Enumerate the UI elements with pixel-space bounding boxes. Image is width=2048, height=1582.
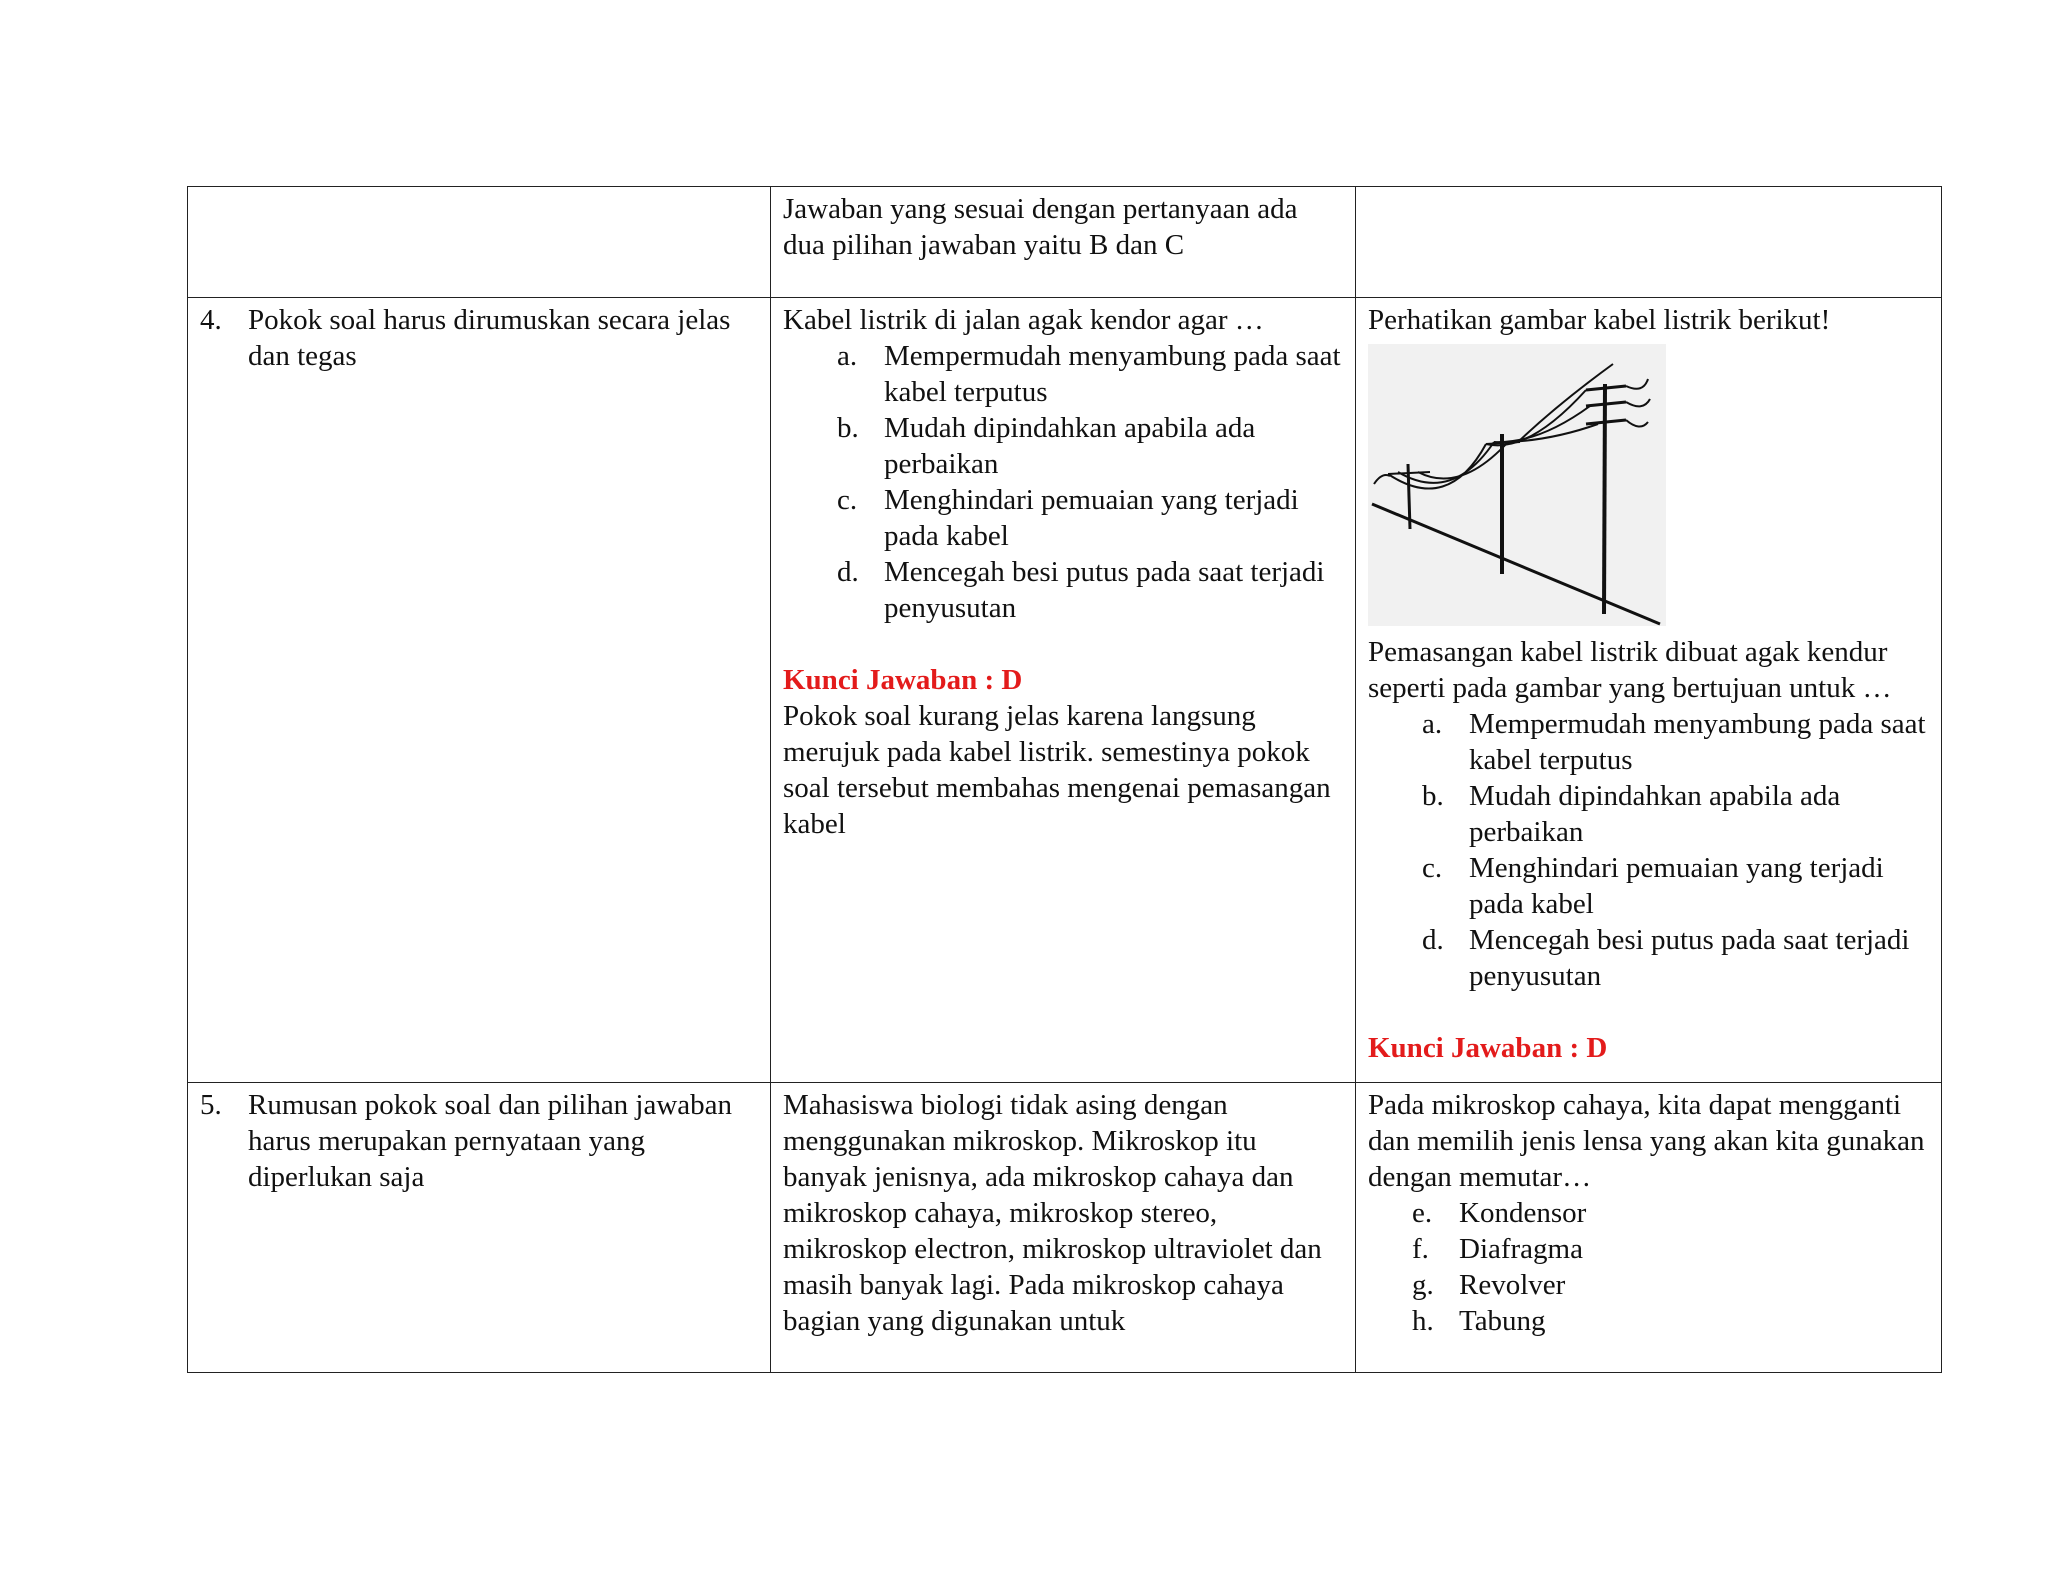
- table-row-continuation: [188, 187, 1942, 298]
- table-row-4: [188, 298, 1942, 1083]
- option-item: e. Kondensor: [1412, 1197, 1587, 1229]
- good-question: Pemasangan kabel listrik dibuat agak kendur seperti pada gambar yang bertujuan untuk …: [1368, 636, 1892, 704]
- explanation-text: Pokok soal kurang jelas karena langsung merujuk pada kabel listrik. semestinya pokok soal tersebut membahas mengenai pemasangan kabel: [783, 700, 1331, 840]
- row-number: 5.: [200, 1089, 222, 1121]
- option-item: b. Mudah dipindahkan apabila ada perbaikan: [837, 412, 1256, 480]
- cell-bad-example: [771, 187, 1356, 298]
- good-intro: Perhatikan gambar kabel listrik berikut!: [1368, 304, 1831, 336]
- bad-question: Kabel listrik di jalan agak kendor agar …: [783, 304, 1264, 336]
- option-item: a. Mempermudah menyambung pada saat kabel terputus: [837, 340, 1341, 408]
- cell-good-example-5: [1356, 1083, 1942, 1373]
- option-item: h. Tabung: [1412, 1305, 1546, 1337]
- cell-bad-example-4: [771, 298, 1356, 1083]
- option-item: d. Mencegah besi putus pada saat terjadi penyusutan: [1422, 924, 1910, 992]
- cell-good-example-empty: [1356, 187, 1942, 298]
- cell-rule-5: [188, 1083, 771, 1373]
- good-options-list: [1368, 706, 1929, 994]
- rule-text: Rumusan pokok soal dan pilihan jawaban harus merupakan pernyataan yang diperlukan saja: [248, 1089, 733, 1193]
- cell-rule-4: [188, 298, 771, 1083]
- option-item: g. Revolver: [1412, 1269, 1566, 1301]
- rule-text: Pokok soal harus dirumuskan secara jelas dan tegas: [248, 304, 731, 372]
- option-item: a. Mempermudah menyambung pada saat kabel terputus: [1422, 708, 1926, 776]
- option-item: f. Diafragma: [1412, 1233, 1583, 1265]
- option-item: c. Menghindari pemuaian yang terjadi pada kabel: [837, 484, 1299, 552]
- power-lines-illustration-icon: [1368, 344, 1666, 626]
- criteria-table: [187, 186, 1942, 1373]
- bad-question: Mahasiswa biologi tidak asing dengan menggunakan mikroskop. Mikroskop itu banyak jenisnya, ada mikroskop cahaya dan mikroskop cahaya, mikroskop stereo, mikroskop electron, mikroskop ultraviolet dan masih banyak lagi. Pada mikroskop cahaya bagian yang digunakan untuk: [783, 1089, 1322, 1337]
- cell-bad-example-5: [771, 1083, 1356, 1373]
- answer-key: Kunci Jawaban : D: [1368, 1032, 1608, 1064]
- option-item: b. Mudah dipindahkan apabila ada perbaikan: [1422, 780, 1841, 848]
- continuation-text: Jawaban yang sesuai dengan pertanyaan ada dua pilihan jawaban yaitu B dan C: [783, 193, 1298, 261]
- row-number: 4.: [200, 304, 222, 336]
- option-item: d. Mencegah besi putus pada saat terjadi penyusutan: [837, 556, 1325, 624]
- good-options-list: [1368, 1195, 1929, 1339]
- table-row-5: [188, 1083, 1942, 1373]
- option-item: c. Menghindari pemuaian yang terjadi pada kabel: [1422, 852, 1884, 920]
- answer-key: Kunci Jawaban : D: [783, 664, 1023, 696]
- cell-good-example-4: [1356, 298, 1942, 1083]
- bad-options-list: [783, 338, 1343, 626]
- good-question: Pada mikroskop cahaya, kita dapat mengganti dan memilih jenis lensa yang akan kita gunakan dengan memutar…: [1368, 1089, 1925, 1193]
- cell-rule-empty: [188, 187, 771, 298]
